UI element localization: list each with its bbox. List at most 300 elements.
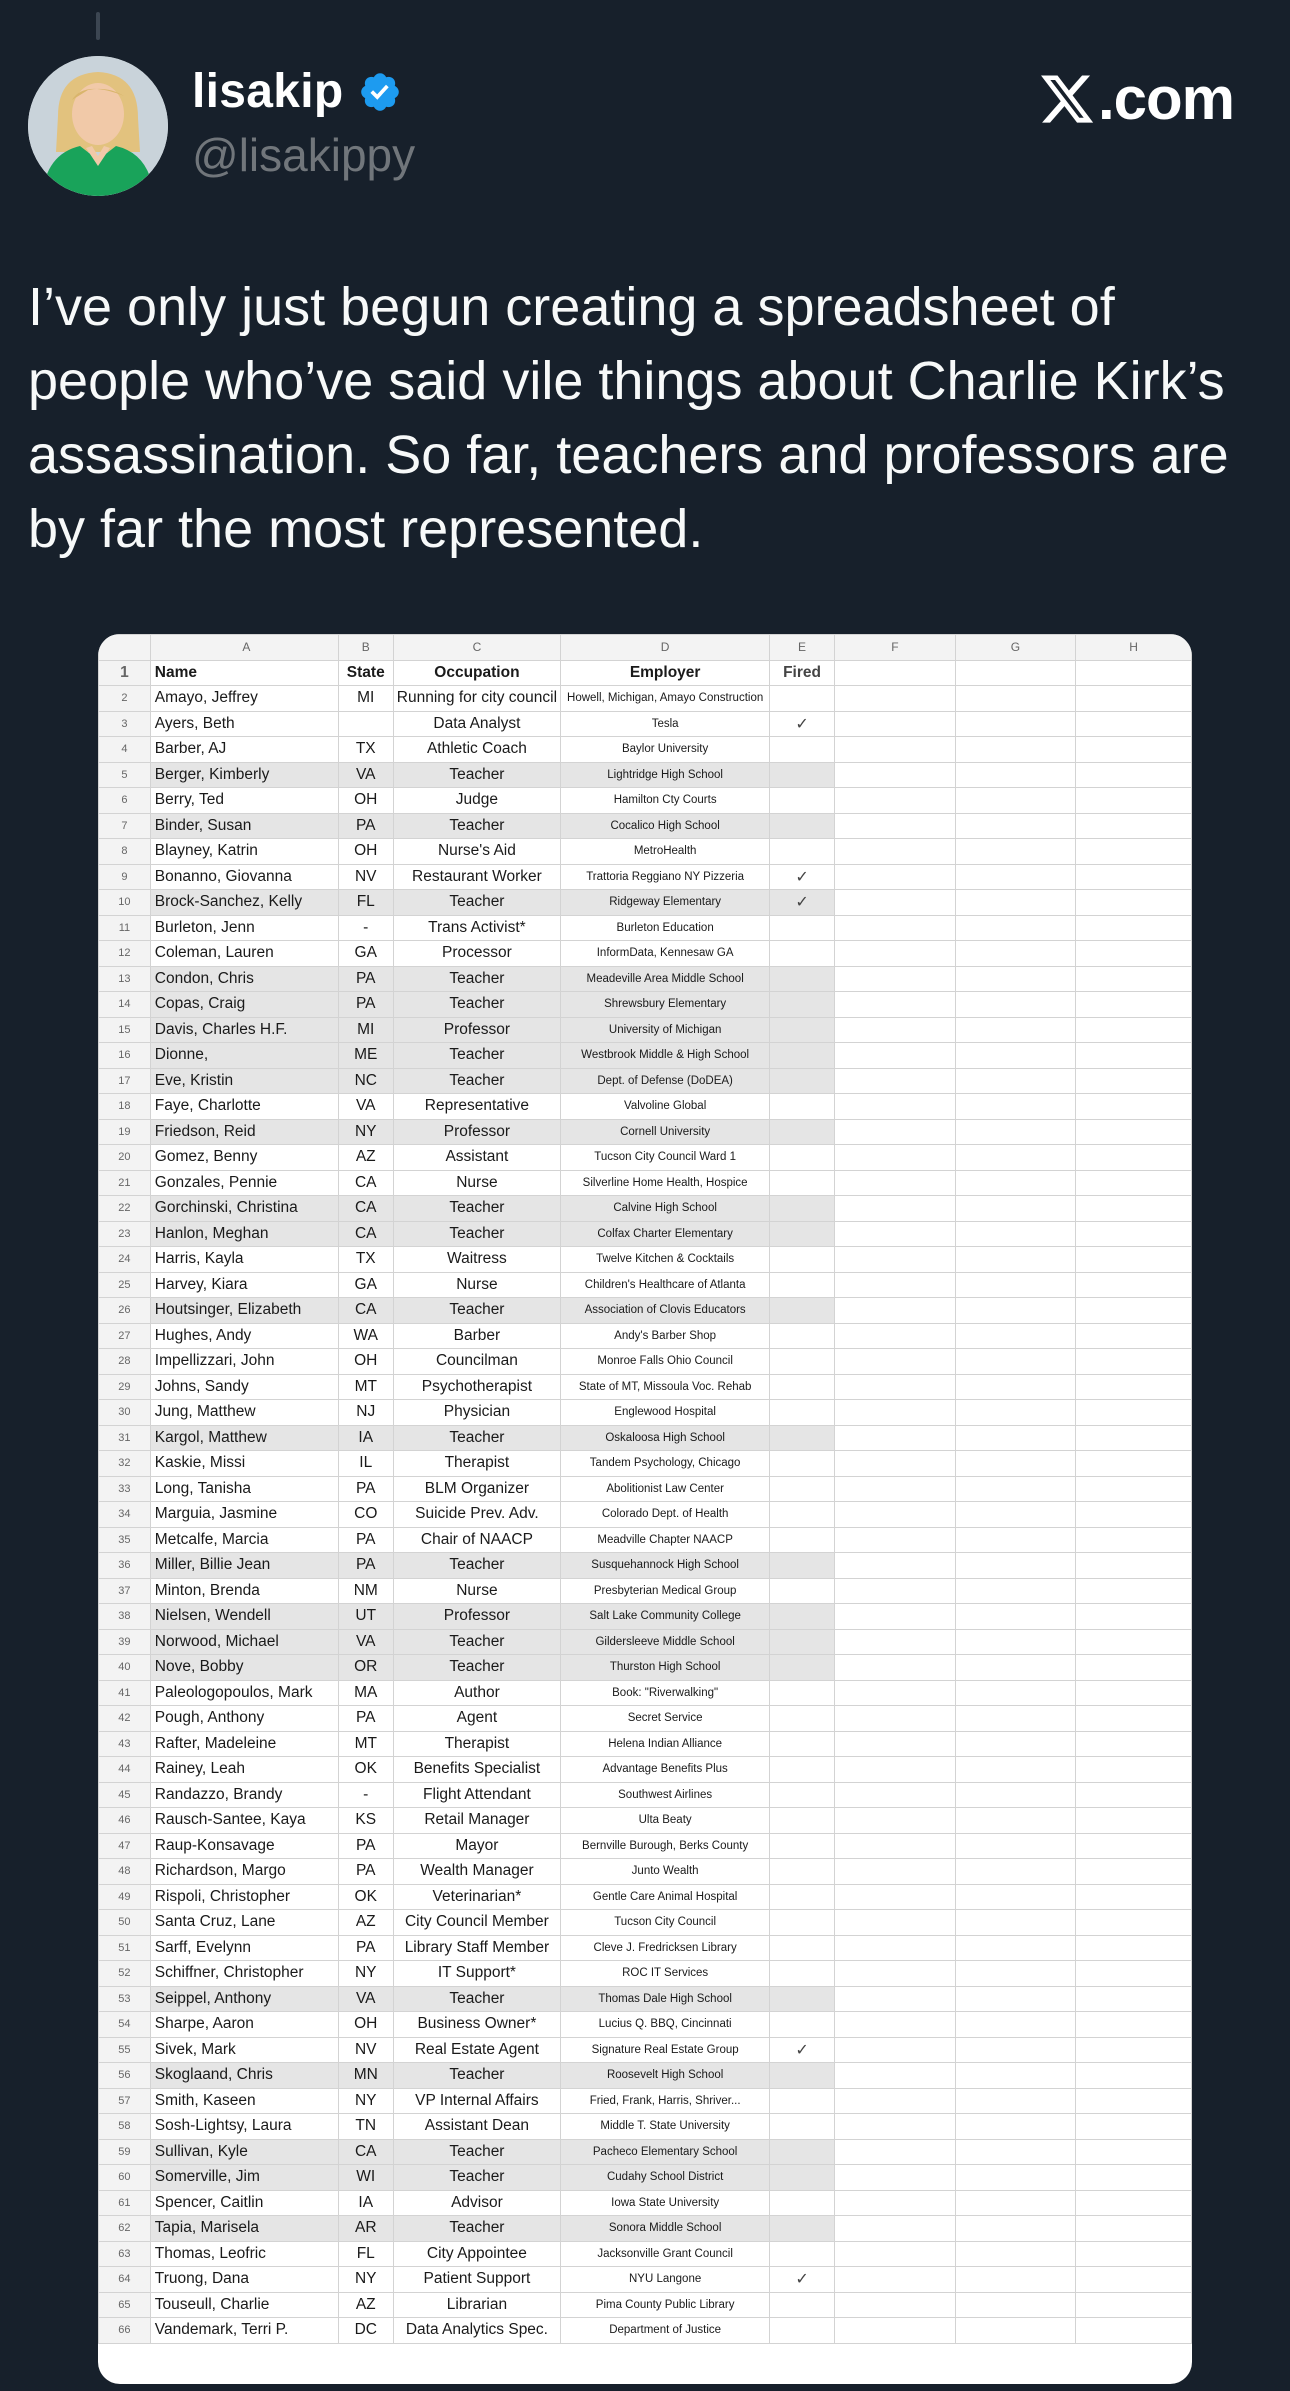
state-cell: PA bbox=[339, 1706, 394, 1732]
empty-cell bbox=[955, 2063, 1076, 2089]
state-cell: IL bbox=[339, 1451, 394, 1477]
employer-cell: Ulta Beaty bbox=[561, 1808, 770, 1834]
employer-cell: Baylor University bbox=[561, 737, 770, 763]
empty-cell bbox=[835, 1935, 956, 1961]
occupation-cell: Flight Attendant bbox=[393, 1782, 561, 1808]
fired-cell bbox=[769, 1910, 834, 1936]
fired-cell bbox=[769, 1043, 834, 1069]
empty-cell bbox=[955, 660, 1076, 686]
name-cell: Randazzo, Brandy bbox=[150, 1782, 338, 1808]
empty-cell bbox=[1076, 1170, 1192, 1196]
avatar[interactable] bbox=[28, 56, 168, 196]
header-cell: Name bbox=[150, 660, 338, 686]
employer-cell: Pacheco Elementary School bbox=[561, 2139, 770, 2165]
empty-cell bbox=[835, 1553, 956, 1579]
empty-cell bbox=[835, 1094, 956, 1120]
fired-cell bbox=[769, 1425, 834, 1451]
state-cell: CA bbox=[339, 1170, 394, 1196]
occupation-cell: City Council Member bbox=[393, 1910, 561, 1936]
row-number: 16 bbox=[99, 1043, 151, 1069]
author-handle[interactable]: @lisakippy bbox=[192, 129, 416, 181]
name-cell: Marguia, Jasmine bbox=[150, 1502, 338, 1528]
state-cell: PA bbox=[339, 992, 394, 1018]
employer-cell: Book: "Riverwalking" bbox=[561, 1680, 770, 1706]
empty-cell bbox=[835, 1374, 956, 1400]
fired-cell bbox=[769, 1604, 834, 1630]
fired-cell: ✓ bbox=[769, 2267, 834, 2293]
avatar-image bbox=[28, 56, 168, 196]
state-cell: NV bbox=[339, 864, 394, 890]
empty-cell bbox=[955, 1145, 1076, 1171]
empty-cell bbox=[835, 1272, 956, 1298]
name-cell: Sullivan, Kyle bbox=[150, 2139, 338, 2165]
row-number: 44 bbox=[99, 1757, 151, 1783]
empty-cell bbox=[835, 2088, 956, 2114]
row-number: 66 bbox=[99, 2318, 151, 2344]
employer-cell: NYU Langone bbox=[561, 2267, 770, 2293]
empty-cell bbox=[1076, 1961, 1192, 1987]
employer-cell: Meadville Chapter NAACP bbox=[561, 1527, 770, 1553]
occupation-cell: Councilman bbox=[393, 1349, 561, 1375]
fired-cell bbox=[769, 1094, 834, 1120]
empty-cell bbox=[955, 1629, 1076, 1655]
empty-cell bbox=[1076, 762, 1192, 788]
name-cell: Binder, Susan bbox=[150, 813, 338, 839]
occupation-cell: Author bbox=[393, 1680, 561, 1706]
state-cell: MN bbox=[339, 2063, 394, 2089]
row-number: 49 bbox=[99, 1884, 151, 1910]
occupation-cell: Professor bbox=[393, 1119, 561, 1145]
name-cell: Somerville, Jim bbox=[150, 2165, 338, 2191]
state-cell: ME bbox=[339, 1043, 394, 1069]
occupation-cell: Teacher bbox=[393, 1068, 561, 1094]
table-row bbox=[99, 1374, 1192, 1400]
row-number: 62 bbox=[99, 2216, 151, 2242]
fired-cell bbox=[769, 1145, 834, 1171]
occupation-cell: Teacher bbox=[393, 1043, 561, 1069]
state-cell: NY bbox=[339, 2088, 394, 2114]
empty-cell bbox=[835, 2063, 956, 2089]
employer-cell: Meadeville Area Middle School bbox=[561, 966, 770, 992]
x-com-label: .com bbox=[1097, 65, 1234, 132]
state-cell: PA bbox=[339, 1833, 394, 1859]
empty-cell bbox=[1076, 1043, 1192, 1069]
occupation-cell: Athletic Coach bbox=[393, 737, 561, 763]
empty-cell bbox=[955, 1782, 1076, 1808]
fired-cell bbox=[769, 1833, 834, 1859]
empty-cell bbox=[1076, 864, 1192, 890]
row-number: 36 bbox=[99, 1553, 151, 1579]
row-number: 27 bbox=[99, 1323, 151, 1349]
table-row bbox=[99, 1553, 1192, 1579]
name-cell: Berger, Kimberly bbox=[150, 762, 338, 788]
name-cell: Jung, Matthew bbox=[150, 1400, 338, 1426]
empty-cell bbox=[1076, 2063, 1192, 2089]
fired-cell bbox=[769, 2063, 834, 2089]
empty-cell bbox=[955, 1935, 1076, 1961]
empty-cell bbox=[1076, 2165, 1192, 2191]
empty-cell bbox=[835, 1527, 956, 1553]
occupation-cell: Suicide Prev. Adv. bbox=[393, 1502, 561, 1528]
name-cell: Barber, AJ bbox=[150, 737, 338, 763]
row-number: 48 bbox=[99, 1859, 151, 1885]
employer-cell: Ridgeway Elementary bbox=[561, 890, 770, 916]
display-name[interactable]: lisakip bbox=[192, 65, 344, 118]
occupation-cell: Data Analyst bbox=[393, 711, 561, 737]
empty-cell bbox=[955, 890, 1076, 916]
empty-cell bbox=[1076, 1272, 1192, 1298]
empty-cell bbox=[955, 966, 1076, 992]
empty-cell bbox=[955, 1910, 1076, 1936]
employer-cell: Sonora Middle School bbox=[561, 2216, 770, 2242]
occupation-cell: Teacher bbox=[393, 966, 561, 992]
row-number: 56 bbox=[99, 2063, 151, 2089]
empty-cell bbox=[835, 941, 956, 967]
row-number: 31 bbox=[99, 1425, 151, 1451]
empty-cell bbox=[1076, 1094, 1192, 1120]
occupation-cell: Restaurant Worker bbox=[393, 864, 561, 890]
employer-cell: Junto Wealth bbox=[561, 1859, 770, 1885]
occupation-cell: Teacher bbox=[393, 2139, 561, 2165]
state-cell: AR bbox=[339, 2216, 394, 2242]
empty-cell bbox=[1076, 890, 1192, 916]
occupation-cell: Processor bbox=[393, 941, 561, 967]
empty-cell bbox=[1076, 1578, 1192, 1604]
empty-cell bbox=[835, 711, 956, 737]
empty-cell bbox=[835, 2165, 956, 2191]
header-cell: Employer bbox=[561, 660, 770, 686]
row-number: 24 bbox=[99, 1247, 151, 1273]
occupation-cell: Representative bbox=[393, 1094, 561, 1120]
fired-cell bbox=[769, 941, 834, 967]
state-cell: VA bbox=[339, 1629, 394, 1655]
fired-cell bbox=[769, 1017, 834, 1043]
name-cell: Seippel, Anthony bbox=[150, 1986, 338, 2012]
table-row bbox=[99, 1502, 1192, 1528]
fired-cell bbox=[769, 1553, 834, 1579]
empty-cell bbox=[835, 1170, 956, 1196]
table-row bbox=[99, 1145, 1192, 1171]
empty-cell bbox=[955, 737, 1076, 763]
table-row bbox=[99, 2139, 1192, 2165]
fired-cell bbox=[769, 1680, 834, 1706]
occupation-cell: VP Internal Affairs bbox=[393, 2088, 561, 2114]
state-cell: PA bbox=[339, 1859, 394, 1885]
empty-cell bbox=[955, 1527, 1076, 1553]
empty-cell bbox=[835, 1400, 956, 1426]
empty-cell bbox=[835, 788, 956, 814]
row-number: 35 bbox=[99, 1527, 151, 1553]
row-number: 12 bbox=[99, 941, 151, 967]
occupation-cell: Business Owner* bbox=[393, 2012, 561, 2038]
row-number: 7 bbox=[99, 813, 151, 839]
table-row bbox=[99, 941, 1192, 967]
state-cell: NY bbox=[339, 1119, 394, 1145]
empty-cell bbox=[1076, 1221, 1192, 1247]
occupation-cell: Advisor bbox=[393, 2190, 561, 2216]
employer-cell: Bernville Burough, Berks County bbox=[561, 1833, 770, 1859]
employer-cell: Thomas Dale High School bbox=[561, 1986, 770, 2012]
table-row bbox=[99, 1986, 1192, 2012]
table-row bbox=[99, 1476, 1192, 1502]
state-cell: KS bbox=[339, 1808, 394, 1834]
employer-cell: MetroHealth bbox=[561, 839, 770, 865]
empty-cell bbox=[955, 1578, 1076, 1604]
empty-cell bbox=[835, 813, 956, 839]
name-cell: Ayers, Beth bbox=[150, 711, 338, 737]
name-cell: Truong, Dana bbox=[150, 2267, 338, 2293]
occupation-cell: Librarian bbox=[393, 2292, 561, 2318]
table-row bbox=[99, 1017, 1192, 1043]
empty-cell bbox=[835, 1502, 956, 1528]
employer-cell: Valvoline Global bbox=[561, 1094, 770, 1120]
employer-cell: Fried, Frank, Harris, Shriver... bbox=[561, 2088, 770, 2114]
empty-cell bbox=[955, 2190, 1076, 2216]
empty-cell bbox=[835, 1119, 956, 1145]
employer-cell: Monroe Falls Ohio Council bbox=[561, 1349, 770, 1375]
state-cell: PA bbox=[339, 1527, 394, 1553]
occupation-cell: Waitress bbox=[393, 1247, 561, 1273]
spreadsheet-image[interactable] bbox=[98, 634, 1192, 2384]
empty-cell bbox=[955, 2241, 1076, 2267]
empty-cell bbox=[1076, 737, 1192, 763]
row-number: 39 bbox=[99, 1629, 151, 1655]
empty-cell bbox=[955, 1553, 1076, 1579]
table-row bbox=[99, 2165, 1192, 2191]
column-letter-c: C bbox=[393, 635, 561, 661]
empty-cell bbox=[1076, 1655, 1192, 1681]
row-number: 61 bbox=[99, 2190, 151, 2216]
empty-cell bbox=[835, 1298, 956, 1324]
row-number: 2 bbox=[99, 686, 151, 712]
fired-cell bbox=[769, 1935, 834, 1961]
table-row bbox=[99, 711, 1192, 737]
empty-cell bbox=[1076, 941, 1192, 967]
table-row bbox=[99, 1578, 1192, 1604]
state-cell bbox=[339, 711, 394, 737]
column-letter-h: H bbox=[1076, 635, 1192, 661]
column-letter-row bbox=[99, 635, 1192, 661]
empty-cell bbox=[955, 2216, 1076, 2242]
empty-cell bbox=[835, 1476, 956, 1502]
table-row bbox=[99, 2063, 1192, 2089]
table-row bbox=[99, 1451, 1192, 1477]
empty-cell bbox=[1076, 1400, 1192, 1426]
empty-cell bbox=[835, 915, 956, 941]
state-cell: DC bbox=[339, 2318, 394, 2344]
empty-cell bbox=[1076, 1527, 1192, 1553]
fired-cell bbox=[769, 1782, 834, 1808]
empty-cell bbox=[1076, 813, 1192, 839]
employer-cell: Tandem Psychology, Chicago bbox=[561, 1451, 770, 1477]
empty-cell bbox=[835, 2012, 956, 2038]
table-row bbox=[99, 1094, 1192, 1120]
header-cell: State bbox=[339, 660, 394, 686]
empty-cell bbox=[1076, 2190, 1192, 2216]
fired-cell bbox=[769, 2292, 834, 2318]
name-cell: Rausch-Santee, Kaya bbox=[150, 1808, 338, 1834]
state-cell: MT bbox=[339, 1374, 394, 1400]
empty-cell bbox=[955, 1604, 1076, 1630]
occupation-cell: Data Analytics Spec. bbox=[393, 2318, 561, 2344]
fired-cell bbox=[769, 1323, 834, 1349]
employer-cell: Association of Clovis Educators bbox=[561, 1298, 770, 1324]
empty-cell bbox=[955, 1272, 1076, 1298]
empty-cell bbox=[1076, 1731, 1192, 1757]
occupation-cell: Nurse bbox=[393, 1170, 561, 1196]
empty-cell bbox=[835, 1680, 956, 1706]
occupation-cell: Professor bbox=[393, 1017, 561, 1043]
occupation-cell: Benefits Specialist bbox=[393, 1757, 561, 1783]
name-cell: Johns, Sandy bbox=[150, 1374, 338, 1400]
row-number: 47 bbox=[99, 1833, 151, 1859]
empty-cell bbox=[1076, 1017, 1192, 1043]
occupation-cell: Veterinarian* bbox=[393, 1884, 561, 1910]
empty-cell bbox=[1076, 1119, 1192, 1145]
occupation-cell: Agent bbox=[393, 1706, 561, 1732]
name-cell: Brock-Sanchez, Kelly bbox=[150, 890, 338, 916]
state-cell: NC bbox=[339, 1068, 394, 1094]
empty-cell bbox=[1076, 1502, 1192, 1528]
empty-cell bbox=[835, 890, 956, 916]
empty-cell bbox=[835, 1017, 956, 1043]
row-number: 5 bbox=[99, 762, 151, 788]
employer-cell: Westbrook Middle & High School bbox=[561, 1043, 770, 1069]
empty-cell bbox=[835, 2037, 956, 2063]
empty-cell bbox=[1076, 1629, 1192, 1655]
state-cell: NY bbox=[339, 2267, 394, 2293]
column-letter-f: F bbox=[835, 635, 956, 661]
state-cell: - bbox=[339, 915, 394, 941]
row-number: 41 bbox=[99, 1680, 151, 1706]
table-row bbox=[99, 1323, 1192, 1349]
fired-cell bbox=[769, 762, 834, 788]
row-number: 63 bbox=[99, 2241, 151, 2267]
occupation-cell: Running for city council bbox=[393, 686, 561, 712]
state-cell: VA bbox=[339, 1986, 394, 2012]
fired-cell bbox=[769, 1757, 834, 1783]
empty-cell bbox=[1076, 1935, 1192, 1961]
state-cell: - bbox=[339, 1782, 394, 1808]
empty-cell bbox=[955, 1731, 1076, 1757]
empty-cell bbox=[1076, 1068, 1192, 1094]
fired-cell: ✓ bbox=[769, 864, 834, 890]
table-row bbox=[99, 1247, 1192, 1273]
state-cell: NY bbox=[339, 1961, 394, 1987]
table-row bbox=[99, 1425, 1192, 1451]
fired-cell bbox=[769, 1961, 834, 1987]
row-number: 65 bbox=[99, 2292, 151, 2318]
empty-cell bbox=[1076, 1884, 1192, 1910]
empty-cell bbox=[835, 2241, 956, 2267]
fired-cell bbox=[769, 813, 834, 839]
occupation-cell: Teacher bbox=[393, 813, 561, 839]
name-cell: Hughes, Andy bbox=[150, 1323, 338, 1349]
employer-cell: Tucson City Council bbox=[561, 1910, 770, 1936]
column-letter-d: D bbox=[561, 635, 770, 661]
row-number: 60 bbox=[99, 2165, 151, 2191]
table-row bbox=[99, 2190, 1192, 2216]
table-row bbox=[99, 839, 1192, 865]
state-cell: OK bbox=[339, 1757, 394, 1783]
employer-cell: Dept. of Defense (DoDEA) bbox=[561, 1068, 770, 1094]
empty-cell bbox=[835, 2190, 956, 2216]
empty-cell bbox=[955, 1961, 1076, 1987]
table-row bbox=[99, 915, 1192, 941]
occupation-cell: Trans Activist* bbox=[393, 915, 561, 941]
table-row bbox=[99, 1731, 1192, 1757]
empty-cell bbox=[1076, 1476, 1192, 1502]
empty-cell bbox=[955, 2012, 1076, 2038]
empty-cell bbox=[835, 1349, 956, 1375]
name-cell: Hanlon, Meghan bbox=[150, 1221, 338, 1247]
header-row bbox=[99, 660, 1192, 686]
empty-cell bbox=[1076, 1451, 1192, 1477]
name-cell: Faye, Charlotte bbox=[150, 1094, 338, 1120]
employer-cell: ROC IT Services bbox=[561, 1961, 770, 1987]
table-row bbox=[99, 1604, 1192, 1630]
name-cell: Kaskie, Missi bbox=[150, 1451, 338, 1477]
empty-cell bbox=[835, 686, 956, 712]
state-cell: CO bbox=[339, 1502, 394, 1528]
fired-cell bbox=[769, 1884, 834, 1910]
employer-cell: Secret Service bbox=[561, 1706, 770, 1732]
fired-cell bbox=[769, 1451, 834, 1477]
fired-cell bbox=[769, 992, 834, 1018]
employer-cell: Lightridge High School bbox=[561, 762, 770, 788]
name-cell: Rainey, Leah bbox=[150, 1757, 338, 1783]
empty-cell bbox=[1076, 839, 1192, 865]
state-cell: AZ bbox=[339, 2292, 394, 2318]
empty-cell bbox=[1076, 1604, 1192, 1630]
empty-cell bbox=[835, 1068, 956, 1094]
name-cell: Sarff, Evelynn bbox=[150, 1935, 338, 1961]
name-cell: Coleman, Lauren bbox=[150, 941, 338, 967]
name-cell: Vandemark, Terri P. bbox=[150, 2318, 338, 2344]
row-number: 3 bbox=[99, 711, 151, 737]
occupation-cell: Teacher bbox=[393, 1629, 561, 1655]
empty-cell bbox=[955, 1986, 1076, 2012]
occupation-cell: Judge bbox=[393, 788, 561, 814]
empty-cell bbox=[1076, 1425, 1192, 1451]
state-cell: MT bbox=[339, 1731, 394, 1757]
empty-cell bbox=[1076, 1298, 1192, 1324]
occupation-cell: Nurse bbox=[393, 1578, 561, 1604]
table-row bbox=[99, 1400, 1192, 1426]
row-number: 54 bbox=[99, 2012, 151, 2038]
state-cell: WA bbox=[339, 1323, 394, 1349]
empty-cell bbox=[955, 1119, 1076, 1145]
table-row bbox=[99, 1935, 1192, 1961]
empty-cell bbox=[1076, 788, 1192, 814]
occupation-cell: Teacher bbox=[393, 890, 561, 916]
table-row bbox=[99, 788, 1192, 814]
occupation-cell: Physician bbox=[393, 1400, 561, 1426]
row-number: 46 bbox=[99, 1808, 151, 1834]
empty-cell bbox=[835, 992, 956, 1018]
employer-cell: Presbyterian Medical Group bbox=[561, 1578, 770, 1604]
name-cell: Spencer, Caitlin bbox=[150, 2190, 338, 2216]
state-cell: CA bbox=[339, 1196, 394, 1222]
employer-cell: Oskaloosa High School bbox=[561, 1425, 770, 1451]
empty-cell bbox=[955, 1196, 1076, 1222]
name-cell: Burleton, Jenn bbox=[150, 915, 338, 941]
employer-cell: InformData, Kennesaw GA bbox=[561, 941, 770, 967]
empty-cell bbox=[835, 1043, 956, 1069]
state-cell: PA bbox=[339, 813, 394, 839]
empty-cell bbox=[835, 839, 956, 865]
empty-cell bbox=[955, 1655, 1076, 1681]
